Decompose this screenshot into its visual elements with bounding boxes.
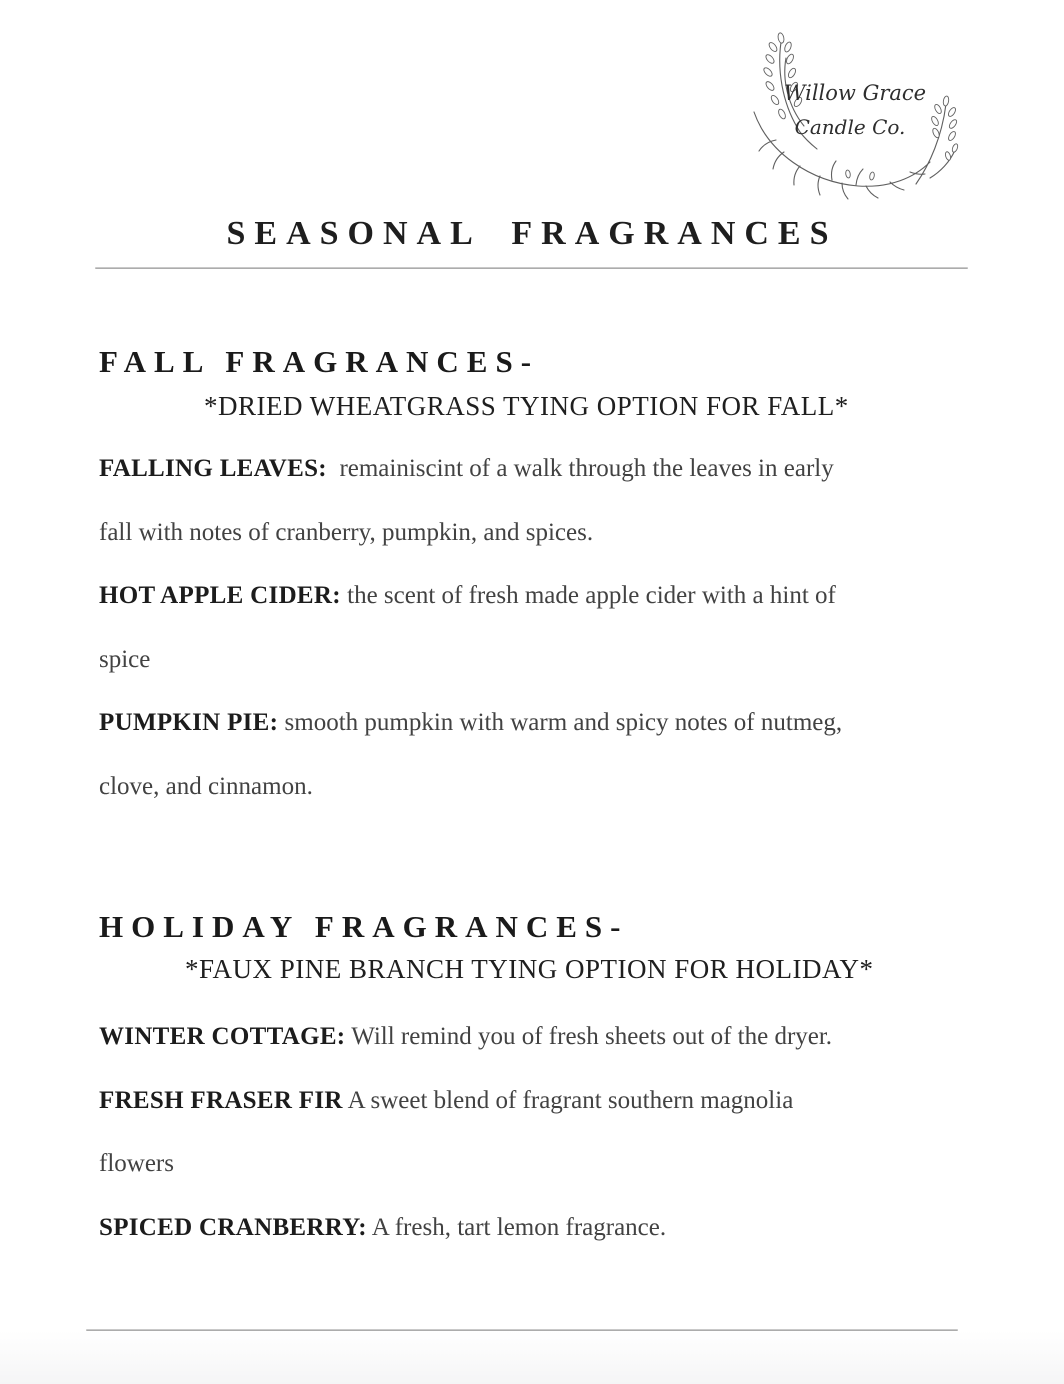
fragrance-name: HOT APPLE CIDER: [99, 582, 341, 609]
fragrance-description-line: spice [99, 645, 151, 673]
page-title: SEASONAL FRAGRANCES [226, 215, 838, 252]
fragrance-name: FALLING LEAVES: [99, 455, 327, 482]
fragrance-item [99, 437, 977, 564]
page-footer-area [0, 1331, 1064, 1384]
tying-option-note-fall: *DRIED WHEATGRASS TYING OPTION FOR FALL* [204, 391, 849, 421]
lavender-wreath-icon [724, 28, 962, 206]
fragrance-description-line: A sweet blend of fragrant southern magnolia [342, 1086, 794, 1114]
fragrance-item [99, 564, 977, 691]
section-heading-holiday: HOLIDAY FRAGRANCES- [99, 909, 629, 944]
brand-name-line2: Candle Co. [794, 115, 906, 139]
fragrance-item [99, 1005, 977, 1069]
brand-name-line1: Willow Grace [783, 81, 927, 105]
tying-option-note-holiday: *FAUX PINE BRANCH TYING OPTION FOR HOLIDAY* [185, 954, 874, 984]
fragrance-item [99, 1196, 977, 1260]
fragrance-description-line: flowers [99, 1150, 174, 1177]
fragrance-item [99, 691, 977, 818]
fragrance-description-line: A fresh, tart lemon fragrance. [366, 1213, 667, 1241]
fragrance-description-line: remainiscint of a walk through the leaves in early [326, 455, 834, 482]
fragrance-name: SPICED CRANBERRY: [99, 1213, 367, 1241]
fragrance-description-line: Will remind you of fresh sheets out of the dryer. [345, 1023, 833, 1050]
fragrance-item [99, 1069, 977, 1196]
fragrance-description-line: clove, and cinnamon. [99, 772, 313, 800]
brand-logo [724, 28, 962, 206]
fall-fragrance-list [99, 437, 977, 818]
fragrance-description-line: the scent of fresh made apple cider with a hint of [340, 582, 836, 609]
fragrance-name: PUMPKIN PIE: [99, 709, 279, 736]
title-divider [95, 267, 968, 269]
section-heading-fall: FALL FRAGRANCES- [99, 344, 540, 379]
fragrance-name: FRESH FRASER FIR [99, 1086, 343, 1114]
fragrance-description-line: smooth pumpkin with warm and spicy notes of nutmeg, [278, 709, 843, 736]
holiday-fragrance-list [99, 1005, 977, 1259]
fragrance-description-line: fall with notes of cranberry, pumpkin, and spices. [99, 518, 594, 546]
fragrance-name: WINTER COTTAGE: [99, 1023, 346, 1050]
